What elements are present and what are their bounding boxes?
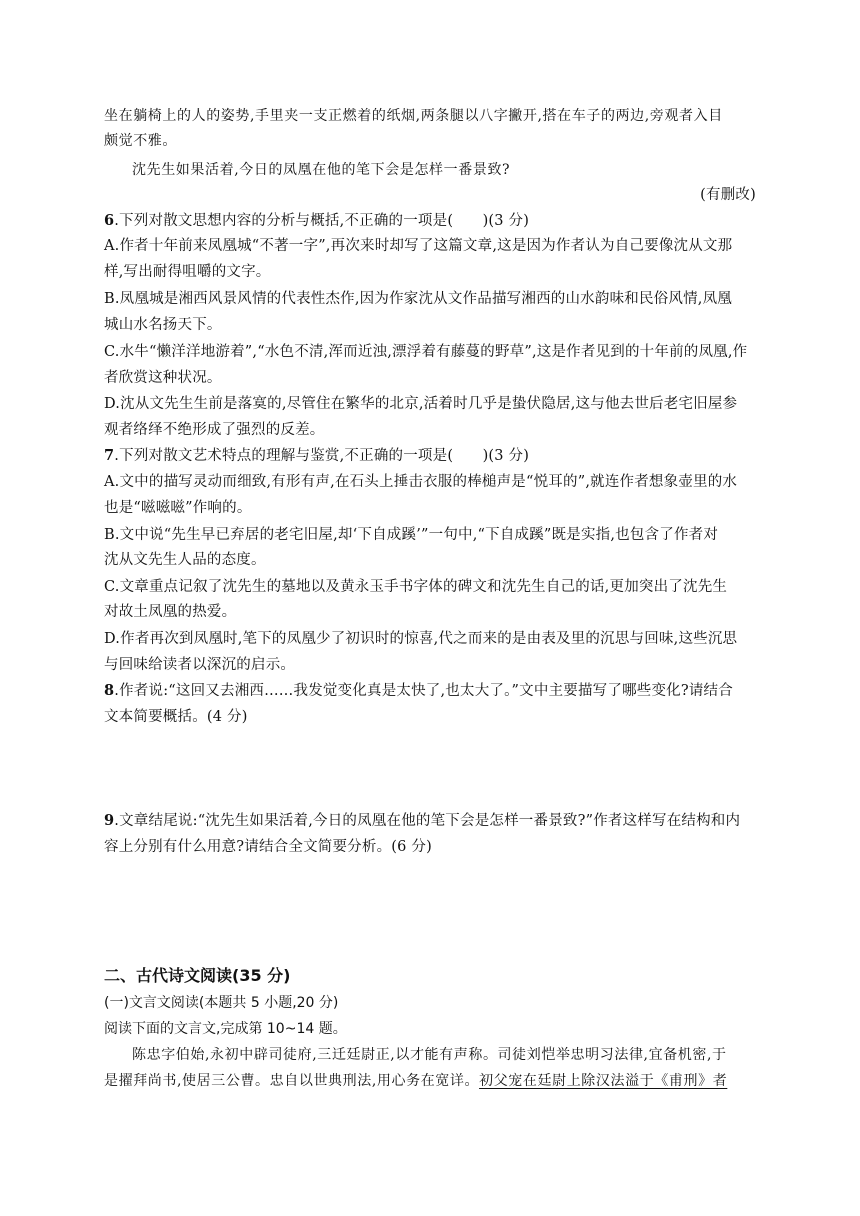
option-b-cont: 沈从文先生人品的态度。 — [104, 552, 266, 568]
reading-instruction: 阅读下面的文言文,完成第 10~14 题。 — [104, 1021, 347, 1037]
classical-text-line: 陈忠字伯始,永初中辟司徒府,三迁廷尉正,以才能有声称。司徒刘恺举忠明习法律,宜备机密,于 — [132, 1047, 727, 1063]
passage-line: 坐在躺椅上的人的姿势,手里夹一支正燃着的纸烟,两条腿以八字撇开,搭在车子的两边,旁观者入目 — [104, 108, 723, 124]
option-d: D.作者再次到凤凰时,笔下的凤凰少了初识时的惊喜,代之而来的是由表及里的沉思与回味,这些沉思 — [104, 631, 738, 647]
question-7-stem — [104, 446, 529, 466]
option-c: C.文章重点记叙了沈先生的墓地以及黄永玉手书字体的碑文和沈先生自己的话,更加突出了沈先生 — [104, 579, 728, 595]
subsection-heading: (一)文言文阅读(本题共 5 小题,20 分) — [104, 995, 339, 1011]
section-heading: 二、古代诗文阅读(35 分) — [104, 966, 291, 985]
option-b: B.凤凰城是湘西风景风情的代表性杰作,因为作家沈从文作品描写湘西的山水韵味和民俗风情,凤凰 — [104, 291, 732, 307]
question-8 — [104, 681, 733, 701]
option-c: C.水牛“懒洋洋地游着”,“水色不清,浑而近浊,漂浮着有藤蔓的野草”,这是作者见到的十年前的凤凰,作 — [104, 344, 748, 360]
option-d-cont: 与回味给读者以深沉的启示。 — [104, 657, 296, 673]
underlined-sentence: 初父宠在廷尉上除汉法溢于《甫刑》者 — [479, 1073, 728, 1089]
option-a: A.作者十年前来凤凰城“不著一字”,再次来时却写了这篇文章,这是因为作者认为自己要像沈从文那 — [104, 238, 733, 254]
question-number: 7 — [104, 447, 115, 464]
question-number: 6 — [104, 212, 115, 229]
classical-text-plain: 是擢拜尚书,使居三公曹。忠自以世典刑法,用心务在宽详。 — [104, 1073, 480, 1089]
passage-line: 颇觉不雅。 — [104, 133, 177, 149]
option-b-cont: 城山水名扬天下。 — [104, 317, 222, 333]
question-number: 9 — [104, 812, 115, 829]
question-9-cont: 容上分别有什么用意?请结合全文简要分析。(6 分) — [104, 839, 432, 855]
passage-line: 沈先生如果活着,今日的凤凰在他的笔下会是怎样一番景致? — [132, 162, 511, 178]
option-b: B.文中说“先生早已弃居的老宅旧屋,却‘下自成蹊’”一句中,“下自成蹊”既是实指,也包含了作者对 — [104, 527, 719, 543]
classical-text-line — [104, 1071, 727, 1091]
question-text: .作者说:“这回又去湘西……我发觉变化真是太快了,也太大了。”文中主要描写了哪些变化?请结合 — [114, 683, 733, 699]
source-note: (有删改) — [700, 187, 756, 203]
option-a: A.文中的描写灵动而细致,有形有声,在石头上捶击衣服的棒槌声是“悦耳的”,就连作者想象壶里的水 — [104, 474, 738, 490]
option-d-cont: 观者络绎不绝形成了强烈的反差。 — [104, 422, 325, 438]
question-text: .下列对散文思想内容的分析与概括,不正确的一项是( )(3 分) — [114, 213, 530, 229]
question-text: .文章结尾说:“沈先生如果活着,今日的凤凰在他的笔下会是怎样一番景致?”作者这样写在结构和内 — [114, 813, 741, 829]
question-8-cont: 文本简要概括。(4 分) — [104, 709, 248, 725]
question-6-stem — [104, 211, 529, 231]
option-a-cont: 也是“嗞嗞嗞”作响的。 — [104, 500, 252, 516]
option-d: D.沈从文先生生前是落寞的,尽管住在繁华的北京,活着时几乎是蛰伏隐居,这与他去世后老宅旧屋参 — [104, 396, 738, 412]
question-number: 8 — [104, 682, 115, 699]
option-c-cont: 对故土凤凰的热爱。 — [104, 604, 237, 620]
option-a-cont: 样,写出耐得咀嚼的文字。 — [104, 264, 271, 280]
option-c-cont: 者欣赏这种状况。 — [104, 370, 222, 386]
question-9 — [104, 811, 740, 831]
question-text: .下列对散文艺术特点的理解与鉴赏,不正确的一项是( )(3 分) — [114, 448, 530, 464]
